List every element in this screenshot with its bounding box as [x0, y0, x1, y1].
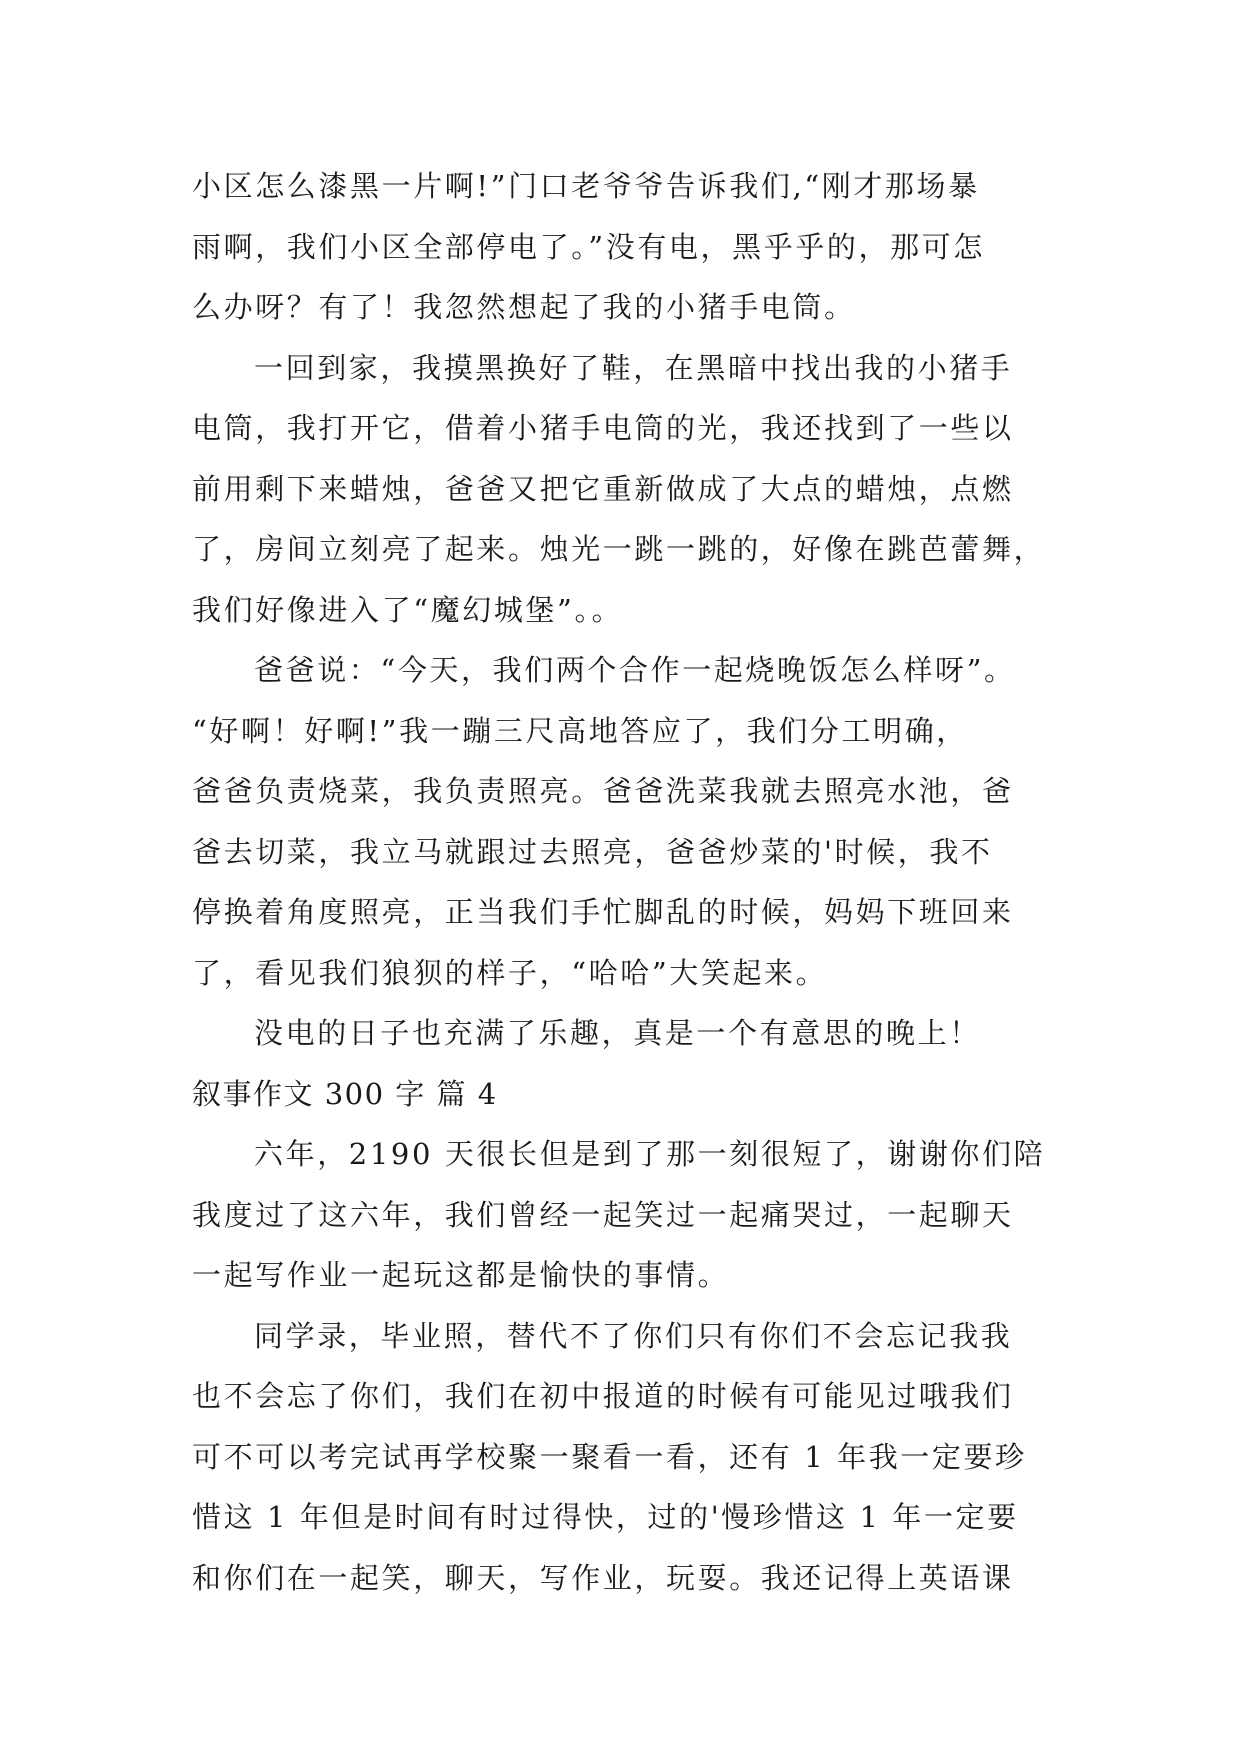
paragraph [192, 1003, 1052, 1064]
text-line: 和你们在一起笑，聊天，写作业，玩耍。我还记得上英语课 [192, 1560, 1014, 1595]
text-line: 爸爸说：“今天，我们两个合作一起烧晚饭怎么样呀”。 [254, 653, 1016, 687]
text-line: 一起写作业一起玩这都是愉快的事情。 [192, 1258, 730, 1292]
paragraph [192, 1124, 1052, 1306]
text-line: 六年，2190 天很长但是到了那一刻很短了，谢谢你们陪 [254, 1137, 1046, 1171]
text-line: 一回到家，我摸黑换好了鞋，在黑暗中找出我的小猪手 [254, 350, 1013, 385]
text-line: 同学录，毕业照，替代不了你们只有你们不会忘记我我 [254, 1318, 1013, 1353]
text-line: 电筒，我打开它，借着小猪手电筒的光，我还找到了一些以 [192, 411, 1014, 445]
text-line: “好啊！好啊!”我一蹦三尺高地答应了，我们分工明确， [192, 713, 968, 748]
text-line: 爸爸负责烧菜，我负责照亮。爸爸洗菜我就去照亮水池，爸 [192, 774, 1014, 808]
text-line: 没电的日子也充满了乐趣，真是一个有意思的晚上！ [254, 1016, 981, 1050]
section-heading: 叙事作文 300 字 篇 4 [192, 1076, 498, 1111]
text-line: 前用剩下来蜡烛，爸爸又把它重新做成了大点的蜡烛，点燃 [192, 471, 1014, 506]
document-body [192, 156, 1052, 1608]
text-line: 惜这 1 年但是时间有时过得快，过的'慢珍惜这 1 年一定要 [192, 1500, 1019, 1534]
text-line: 也不会忘了你们，我们在初中报道的时候有可能见过哦我们 [192, 1379, 1014, 1413]
text-line: 雨啊，我们小区全部停电了。”没有电，黑乎乎的，那可怎 [192, 229, 985, 264]
text-line: 可不可以考完试再学校聚一聚看一看，还有 1 年我一定要珍 [192, 1439, 1027, 1474]
paragraph [192, 338, 1052, 641]
text-line: 爸去切菜，我立马就跟过去照亮，爸爸炒菜的'时候，我不 [192, 834, 993, 869]
paragraph [192, 156, 1052, 338]
text-line: 小区怎么漆黑一片啊!”门口老爷爷告诉我们,“刚才那场暴 [192, 169, 980, 203]
text-line: 了，房间立刻亮了起来。烛光一跳一跳的，好像在跳芭蕾舞， [192, 532, 1046, 566]
paragraph [192, 640, 1052, 1003]
text-line: 停换着角度照亮，正当我们手忙脚乱的时候，妈妈下班回来 [192, 895, 1014, 929]
text-line: 么办呀？有了！我忽然想起了我的小猪手电筒。 [192, 290, 856, 324]
text-line: 我度过了这六年，我们曾经一起笑过一起痛哭过，一起聊天 [192, 1197, 1014, 1232]
text-line: 了，看见我们狼狈的样子，“哈哈”大笑起来。 [192, 955, 828, 990]
paragraph [192, 1306, 1052, 1609]
text-line: 我们好像进入了“魔幻城堡”。。 [192, 592, 624, 627]
